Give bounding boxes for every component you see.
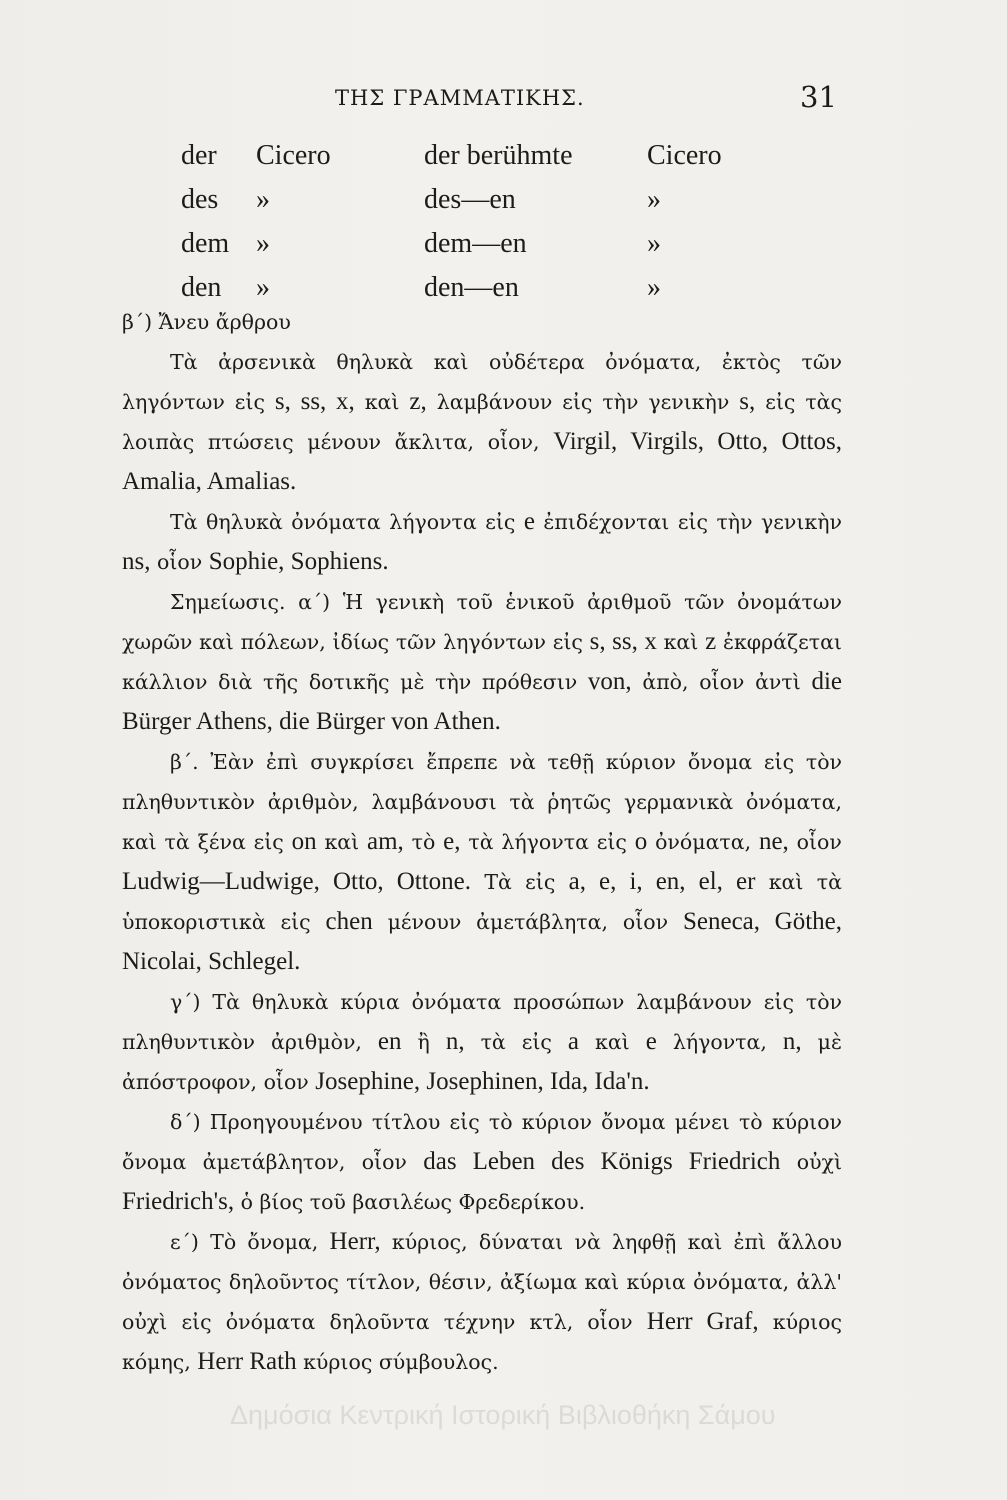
body-text <box>122 302 842 1382</box>
declension-table <box>181 140 781 316</box>
declension-cell: der berühmte <box>424 140 573 171</box>
paragraph: Τὰ θηλυκὰ ὀνόματα λήγοντα εἰς e ἐπιδέχονται εἰς τὴν γενικὴν ns, οἷον Sophie, Sophiens. <box>122 508 842 575</box>
section-heading: β΄) Ἄνευ ἄρθρου <box>122 310 291 334</box>
declension-cell: dem—en <box>424 228 527 259</box>
declension-row <box>181 228 781 272</box>
declension-cell: des <box>181 184 219 215</box>
paragraph: Τὰ ἀρσενικὰ θηλυκὰ καὶ οὐδέτερα ὀνόματα, ἐκτὸς τῶν ληγόντων εἰς s, ss, x, καὶ z, λαμβάνουν εἰς τὴν γενικὴν s, εἰς τὰς λοιπὰς πτώσεις μένουν ἄκλιτα, οἷον, Virgil, Virgils, Otto, Ottos, Amalia, Amalias. <box>122 350 842 495</box>
declension-cell: der <box>181 140 217 171</box>
running-head: ΤΗΣ ΓΡΑΜΜΑΤΙΚΗΣ. <box>335 86 585 110</box>
declension-cell: dem <box>181 228 230 259</box>
declension-cell: Cicero <box>256 140 331 171</box>
declension-row <box>181 140 781 184</box>
declension-cell: den <box>181 272 222 303</box>
paragraph: δ΄) Προηγουμένου τίτλου εἰς τὸ κύριον ὄνομα μένει τὸ κύριον ὄνομα ἀμετάβλητον, οἷον das Leben des Königs Friedrich οὐχὶ Friedrich's, ὁ βίος τοῦ βασιλέως Φρεδερίκου. <box>122 1110 842 1215</box>
paragraph: β΄. Ἐὰν ἐπὶ συγκρίσει ἔπρεπε νὰ τεθῇ κύριον ὄνομα εἰς τὸν πληθυντικὸν ἀριθμὸν, λαμβάνουσι τὰ ῥητῶς γερμανικὰ ὀνόματα, καὶ τὰ ξένα εἰς on καὶ am, τὸ e, τὰ λήγοντα εἰς o ὀνόματα, ne, οἷον Ludwig—Ludwige, Otto, Ottone. Τὰ εἰς a, e, i, en, el, er καὶ τὰ ὑποκοριστικὰ εἰς chen μένουν ἀμετάβλητα, οἷον Seneca, Göthe, Nicolai, Schlegel. <box>122 750 842 975</box>
declension-cell: Cicero <box>647 140 722 171</box>
paragraph: ε΄) Τὸ ὄνομα, Herr, κύριος, δύναται νὰ ληφθῇ καὶ ἐπὶ ἄλλου ὀνόματος δηλοῦντος τίτλον, θέσιν, ἀξίωμα καὶ κύρια ὀνόματα, ἀλλ' οὐχὶ εἰς ὀνόματα δηλοῦντα τέχνην κτλ, οἷον Herr Graf, κύριος κόμης, Herr Rath κύριος σύμβουλος. <box>122 1228 842 1375</box>
declension-row <box>181 184 781 228</box>
declension-cell: den—en <box>424 272 519 303</box>
library-watermark: Δημόσια Κεντρική Ιστορική Βιβλιοθήκη Σάμου <box>230 1400 776 1430</box>
declension-cell: » <box>647 272 661 303</box>
declension-cell: » <box>647 184 661 215</box>
declension-cell: des—en <box>424 184 516 215</box>
declension-cell: » <box>256 184 270 215</box>
declension-cell: » <box>647 228 661 259</box>
declension-cell: » <box>256 272 270 303</box>
declension-cell: » <box>256 228 270 259</box>
paragraph: γ΄) Τὰ θηλυκὰ κύρια ὀνόματα προσώπων λαμβάνουν εἰς τὸν πληθυντικὸν ἀριθμὸν, en ἢ n, τὰ εἰς a καὶ e λήγοντα, n, μὲ ἀπόστροφον, οἷον Josephine, Josephinen, Ida, Ida'n. <box>122 990 842 1095</box>
page-number: 31 <box>800 80 837 114</box>
paragraph: Σημείωσις. α΄) Ἡ γενικὴ τοῦ ἑνικοῦ ἀριθμοῦ τῶν ὀνομάτων χωρῶν καὶ πόλεων, ἰδίως τῶν ληγόντων εἰς s, ss, x καὶ z ἐκφράζεται κάλλιον διὰ τῆς δοτικῆς μὲ τὴν πρόθεσιν von, ἀπὸ, οἷον ἀντὶ die Bürger Athens, die Bürger von Athen. <box>122 590 842 735</box>
